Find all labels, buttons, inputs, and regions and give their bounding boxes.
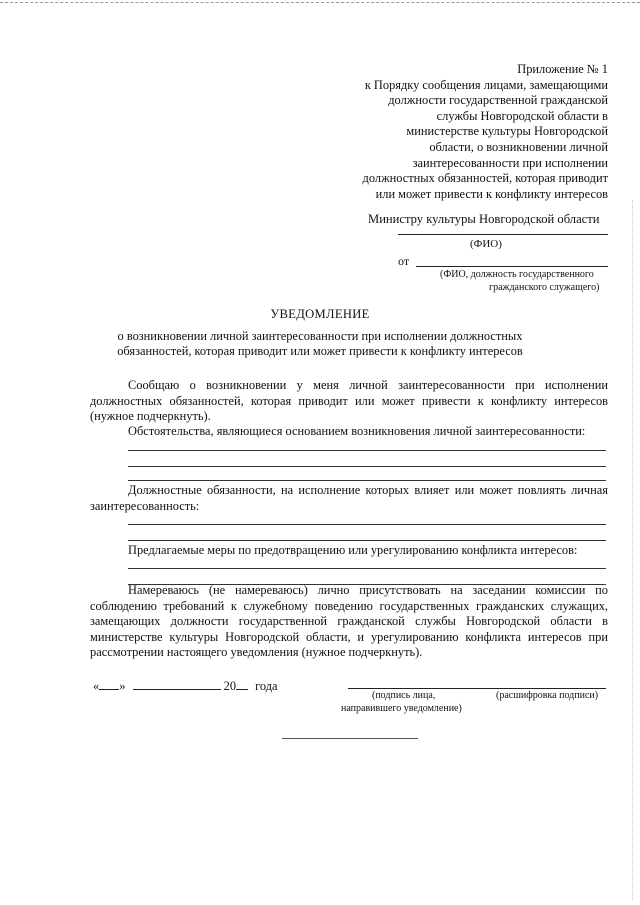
- date-line: [93, 677, 278, 694]
- signature-decode-caption: (расшифровка подписи): [496, 690, 599, 701]
- fio-caption: (ФИО): [470, 238, 502, 250]
- appendix-line: Приложение № 1: [517, 62, 608, 76]
- signature-blank-line[interactable]: [348, 688, 606, 689]
- date-quote-open: «: [93, 679, 100, 693]
- paragraph-text: Намереваюсь (не намереваюсь) лично присутствовать на заседании комиссии по соблюдению требований к служебному поведению государственных гражданских служащих, замещающих должности государственной гражданской службы Новгородской области в министерстве культуры Новгородской области, и урегулированию конфликта интересов при рассмотрении настоящего уведомления (нужное подчеркнуть).: [90, 583, 608, 660]
- signature-caption-2: направившего уведомление): [341, 703, 462, 714]
- from-label: от: [398, 254, 410, 268]
- paragraph-conflict-statement: [90, 378, 608, 425]
- addressee-line: Министру культуры Новгородской области: [368, 212, 600, 226]
- circumstances-input-line-1[interactable]: [128, 450, 606, 451]
- scan-top-edge: [0, 2, 640, 3]
- from-blank-line: [416, 266, 608, 267]
- paragraph-circumstances: Обстоятельства, являющиеся основанием возникновения личной заинтересованности:: [128, 424, 586, 438]
- paragraph-duties: [90, 483, 608, 514]
- date-day-blank[interactable]: [99, 677, 119, 690]
- paragraph-text: Сообщаю о возникновении у меня личной заинтересованности при исполнении должностных обязанностей, которая приводит или может привести к конфликту интересов (нужное подчеркнуть).: [90, 378, 608, 424]
- circumstances-input-line-3[interactable]: [128, 480, 606, 481]
- subtitle-line-1: о возникновении личной заинтересованности при исполнении должностных: [117, 329, 523, 343]
- scan-right-edge: [632, 200, 636, 900]
- appendix-line: службы Новгородской области в: [436, 108, 608, 123]
- document-subtitle: [100, 329, 540, 360]
- paragraph-commission-attendance: [90, 583, 608, 661]
- closing-separator: [282, 738, 418, 739]
- date-year-blank[interactable]: [236, 677, 248, 690]
- appendix-line: заинтересованности при исполнении: [412, 155, 608, 170]
- appendix-line: области, о возникновении личной: [429, 139, 608, 154]
- appendix-line: должности государственной гражданской: [388, 93, 608, 108]
- date-quote-close: »: [119, 679, 126, 693]
- appendix-line: министерстве культуры Новгородской: [406, 124, 608, 139]
- appendix-header: [328, 62, 608, 202]
- paragraph-text: Должностные обязанности, на исполнение которых влияет или может повлиять личная заинтересованность:: [90, 483, 608, 513]
- duties-input-line-1[interactable]: [128, 524, 606, 525]
- date-year-prefix: 20: [223, 679, 237, 693]
- circumstances-input-line-2[interactable]: [128, 466, 606, 467]
- date-month-blank[interactable]: [133, 677, 221, 690]
- signature-caption-1: (подпись лица,: [372, 690, 436, 701]
- document-title: УВЕДОМЛЕНИЕ: [270, 307, 370, 321]
- appendix-line: или может привести к конфликту интересов: [375, 186, 608, 201]
- date-year-suffix: года: [255, 679, 278, 693]
- appendix-line: должностных обязанностей, которая приводит: [362, 171, 608, 186]
- appendix-line: к Порядку сообщения лицами, замещающими: [364, 77, 608, 92]
- from-caption-1: (ФИО, должность государственного: [440, 269, 594, 280]
- measures-input-line-1[interactable]: [128, 568, 606, 569]
- paragraph-measures: Предлагаемые меры по предотвращению или урегулированию конфликта интересов:: [128, 543, 578, 557]
- subtitle-line-2: обязанностей, которая приводит или может привести к конфликту интересов: [117, 344, 523, 359]
- duties-input-line-2[interactable]: [128, 540, 606, 541]
- from-caption-2: гражданского служащего): [489, 282, 600, 293]
- fio-blank-line: [398, 234, 608, 235]
